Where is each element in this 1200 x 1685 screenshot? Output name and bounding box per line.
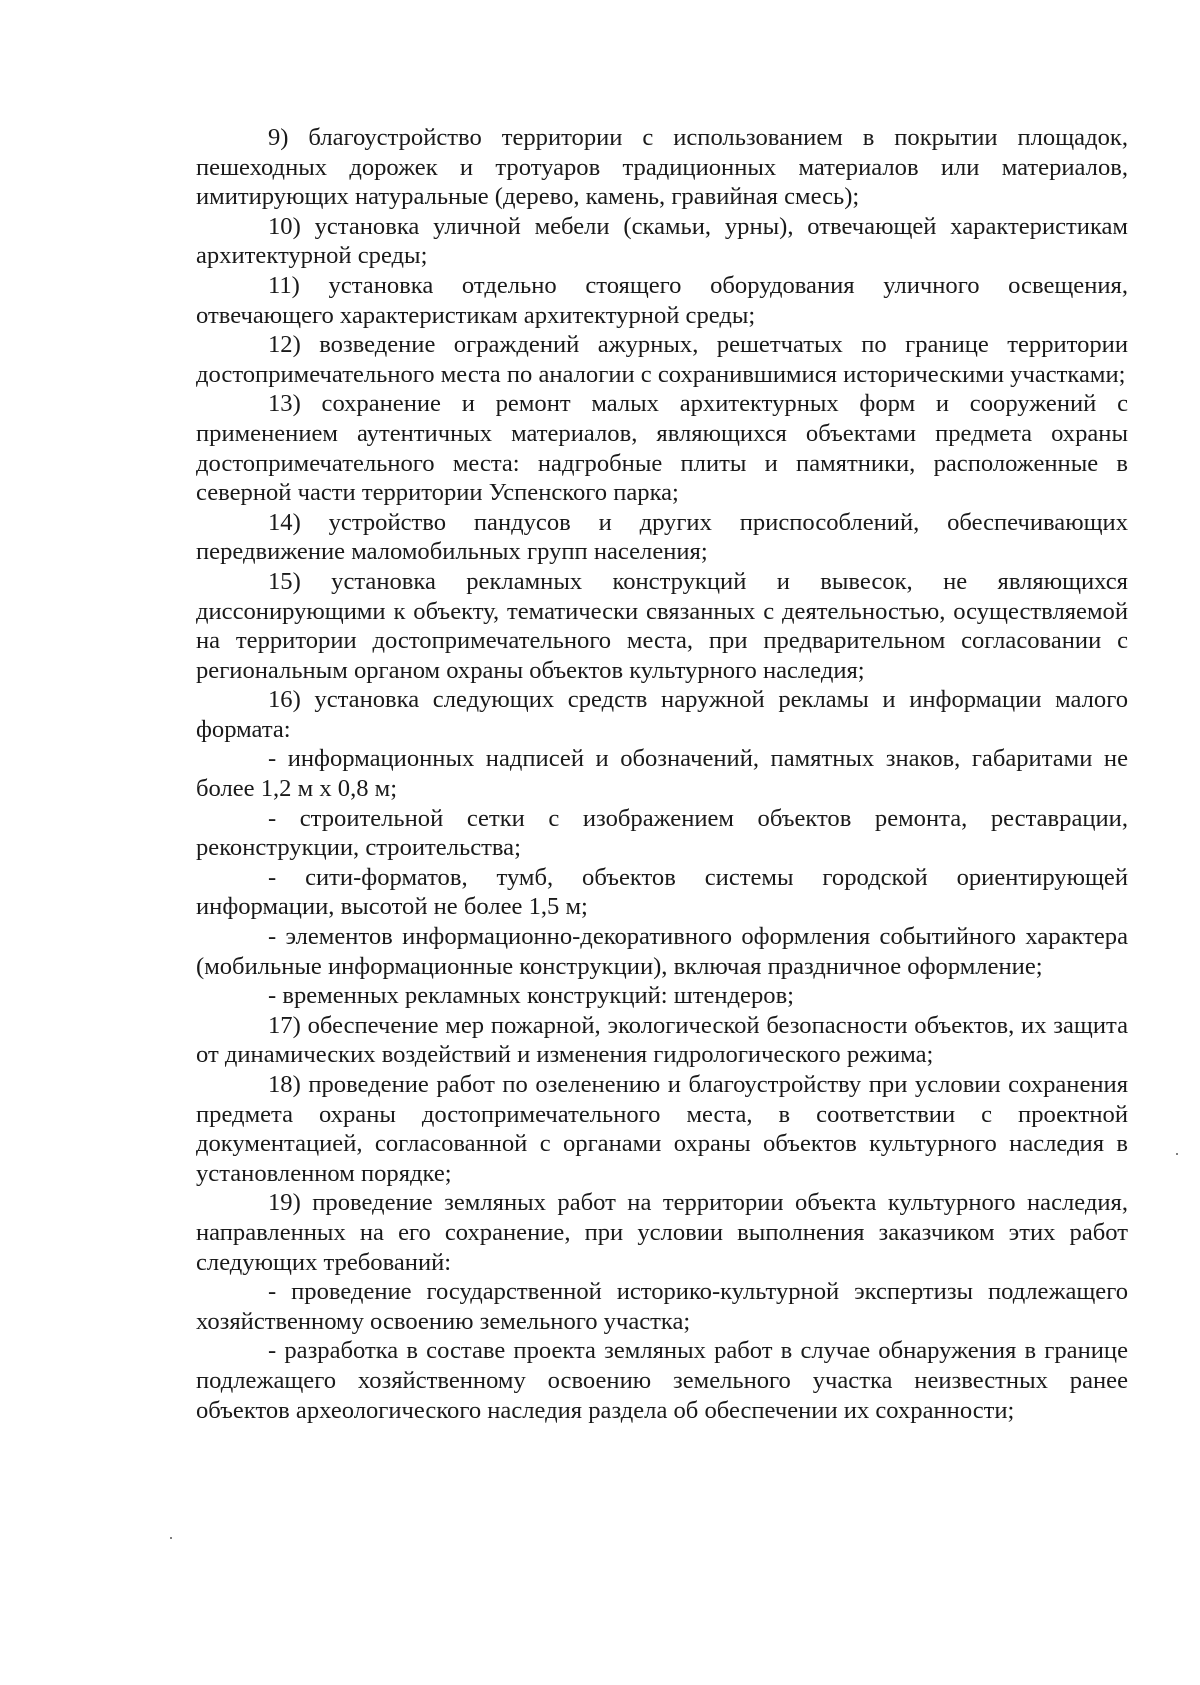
paragraph-item-14: 14) устройство пандусов и других приспособлений, обеспечивающих передвижение маломобильных групп населения;: [196, 508, 1128, 566]
paragraph-item-13: 13) сохранение и ремонт малых архитектурных форм и сооружений с применением аутентичных материалов, являющихся объектами предмета охраны достопримечательного места: надгробные плиты и памятники, расположенные в северной части территории Успенского парка;: [196, 390, 1128, 507]
paragraph-item-18: 18) проведение работ по озеленению и благоустройству при условии сохранения предмета охраны достопримечательного места, в соответствии с проектной документацией, согласованной с органами охраны объектов культурного наследия в установленном порядке;: [196, 1071, 1128, 1187]
paragraph-item-9: 9) благоустройство территории с использованием в покрытии площадок, пешеходных дорожек и тротуаров традиционных материалов или материалов, имитирующих натуральные (дерево, камень, гравийная смесь);: [196, 124, 1128, 211]
paragraph-subitem-decorative: - элементов информационно-декоративного оформления событийного характера (мобильные информационные конструкции), включая праздничное оформление;: [196, 923, 1128, 980]
document-body: [196, 123, 1128, 1425]
paragraph-subitem-temporary: - временных рекламных конструкций: штендеров;: [268, 982, 795, 1010]
paragraph-subitem-signs: - информационных надписей и обозначений, памятных знаков, габаритами не более 1,2 м х 0,8 м;: [196, 745, 1128, 803]
paragraph-subitem-city-formats: - сити-форматов, тумб, объектов системы городской ориентирующей информации, высотой не более 1,5 м;: [196, 863, 1128, 921]
paragraph-item-19: 19) проведение земляных работ на территории объекта культурного наследия, направленных на его сохранение, при условии выполнения заказчиком этих работ следующих требований:: [196, 1189, 1128, 1276]
paragraph-subitem-expertise: - проведение государственной историко-культурной экспертизы подлежащего хозяйственному освоению земельного участка;: [196, 1278, 1128, 1335]
paragraph-item-15: 15) установка рекламных конструкций и вывесок, не являющихся диссонирующими к объекту, тематически связанных с деятельностью, осуществляемой на территории достопримечательного места, при предварительном согласовании с региональным органом охраны объектов культурного наследия;: [196, 567, 1128, 684]
paragraph-item-11: 11) установка отдельно стоящего оборудования уличного освещения, отвечающего характеристикам архитектурной среды;: [196, 271, 1128, 329]
paragraph-item-17: 17) обеспечение мер пожарной, экологической безопасности объектов, их защита от динамических воздействий и изменения гидрологического режима;: [196, 1011, 1128, 1069]
paragraph-item-16: 16) установка следующих средств наружной рекламы и информации малого формата:: [196, 686, 1128, 743]
paragraph-item-12: 12) возведение ограждений ажурных, решетчатых по границе территории достопримечательного места по аналогии с сохранившимися историческими участками;: [196, 331, 1128, 388]
paragraph-subitem-project-section: - разработка в составе проекта земляных работ в случае обнаружения в границе подлежащего хозяйственному освоению земельного участка неизвестных ранее объектов археологического наследия раздела об обеспечении их сохранности;: [196, 1337, 1128, 1424]
paragraph-item-10: 10) установка уличной мебели (скамьи, урны), отвечающей характеристикам архитектурной среды;: [196, 212, 1128, 270]
scan-speck: [1176, 1153, 1178, 1155]
paragraph-subitem-construction-mesh: - строительной сетки с изображением объектов ремонта, реставрации, реконструкции, строительства;: [196, 804, 1128, 862]
scan-speck: [170, 1537, 172, 1539]
